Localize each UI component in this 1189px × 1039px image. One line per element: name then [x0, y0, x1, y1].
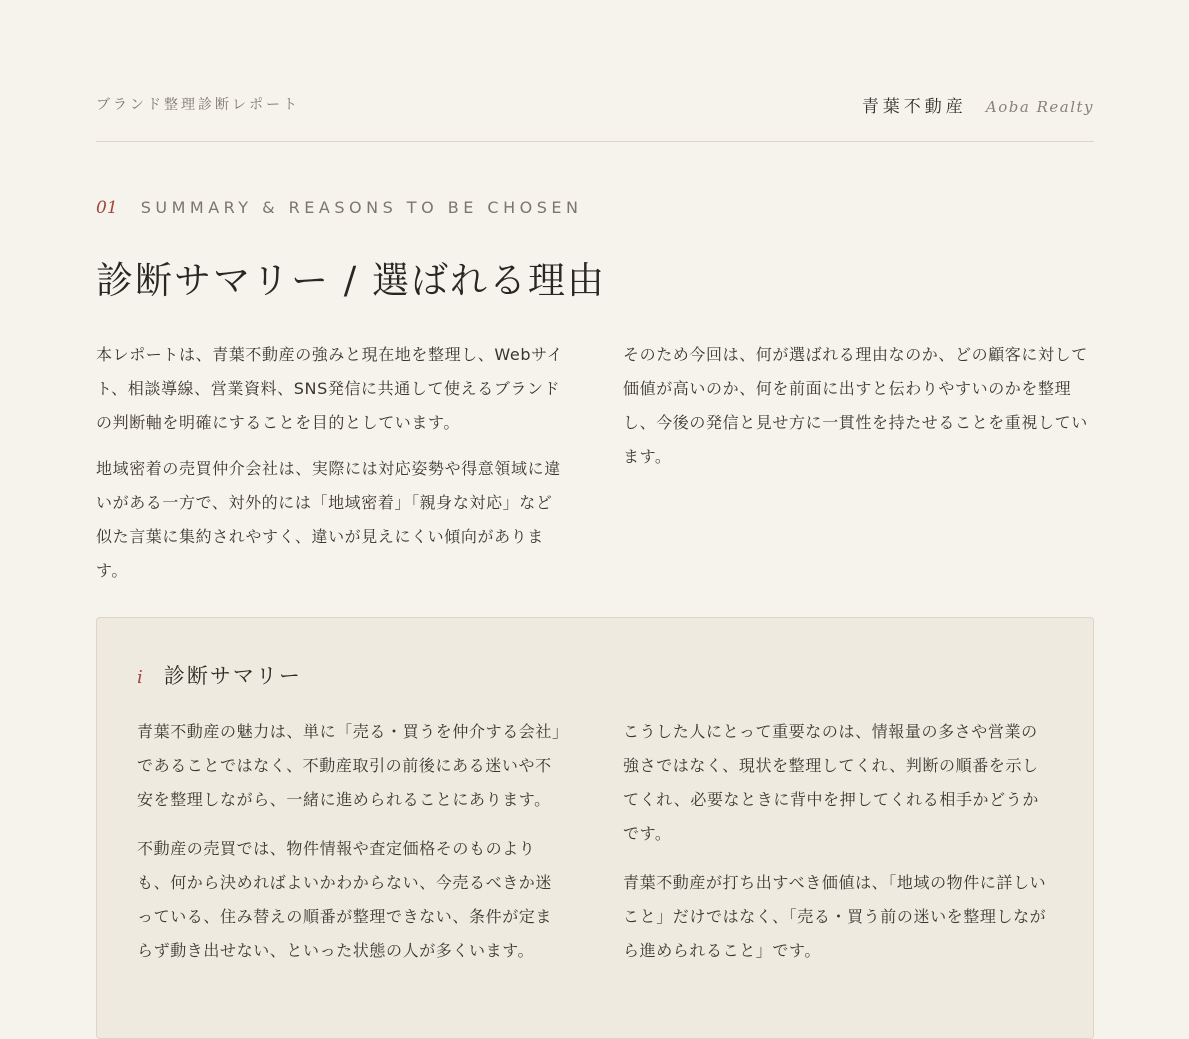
summary-paragraph: 青葉不動産の魅力は、単に「売る・買うを仲介する会社」であることではなく、不動産取引の前後にある迷いや不安を整理しながら、一緒に進められることにあります。 [137, 722, 561, 809]
summary-right-column [623, 715, 1053, 983]
intro-paragraph: 本レポートは、青葉不動産の強みと現在地を整理し、Webサイト、相談導線、営業資料、SNS発信に共通して使えるブランドの判断軸を明確にすることを目的としています。 [96, 345, 564, 432]
brand-logo [862, 92, 1094, 117]
report-header [96, 90, 1094, 120]
intro-left-column [96, 338, 566, 600]
summary-box-title [137, 660, 302, 690]
summary-left-column [137, 715, 567, 983]
summary-paragraph: 不動産の売買では、物件情報や査定価格そのものよりも、何から決めればよいかわからない、今売るべきか迷っている、住み替えの順番が整理できない、条件が定まらず動き出せない、といった状態の人が多くいます。 [137, 839, 553, 960]
intro-paragraph: 地域密着の売買仲介会社は、実際には対応姿勢や得意領域に違いがある一方で、対外的には「地域密着」「親身な対応」など似た言葉に集約されやすく、違いが見えにくい傾向があります。 [96, 459, 561, 580]
brand-name-ja: 青葉不動産 [861, 97, 967, 117]
header-divider [96, 141, 1094, 142]
brand-name-en: Aoba Realty [985, 98, 1094, 116]
summary-paragraph: 青葉不動産が打ち出すべき価値は、「地域の物件に詳しいこと」だけではなく、「売る・買う前の迷いを整理しながら進められること」です。 [623, 873, 1047, 960]
section-number: 01 [96, 198, 118, 218]
summary-box [96, 617, 1094, 1039]
intro-right-column [623, 338, 1093, 486]
section-eyebrow [96, 198, 582, 218]
summary-paragraph: こうした人にとって重要なのは、情報量の多さや営業の強さではなく、現状を整理してくれ、判断の順番を示してくれ、必要なときに背中を押してくれる相手かどうかです。 [623, 722, 1039, 843]
summary-box-number: i [137, 667, 143, 688]
summary-box-heading: 診断サマリー [163, 664, 302, 688]
section-title: 診断サマリー / 選ばれる理由 [96, 259, 606, 302]
report-label: ブランド整理診断レポート [96, 97, 300, 113]
section-english-label: SUMMARY & REASONS TO BE CHOSEN [140, 198, 583, 217]
intro-paragraph: そのため今回は、何が選ばれる理由なのか、どの顧客に対して価値が高いのか、何を前面に出すと伝わりやすいのかを整理し、今後の発信と見せ方に一貫性を持たせることを重視しています。 [623, 345, 1088, 466]
